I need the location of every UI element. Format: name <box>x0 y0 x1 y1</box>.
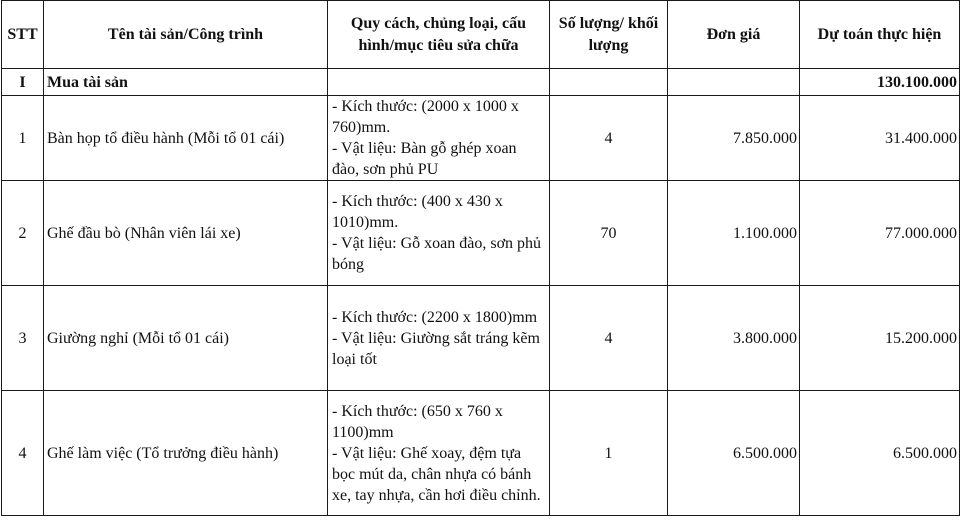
asset-budget-table <box>1 0 960 516</box>
row-spec <box>328 96 550 181</box>
header-stt: STT <box>2 1 44 69</box>
section-qty <box>550 69 668 96</box>
spec-size: - Kích thước: (2000 x 1000 x 760)mm. <box>332 98 519 136</box>
row-stt: 2 <box>2 181 44 286</box>
row-stt: 3 <box>2 286 44 391</box>
spec-size: - Kích thước: (2200 x 1800)mm <box>332 308 538 326</box>
row-price: 1.100.000 <box>668 181 800 286</box>
header-total: Dự toán thực hiện <box>800 1 960 69</box>
row-qty: 1 <box>550 391 668 516</box>
header-name: Tên tài sản/Công trình <box>44 1 328 69</box>
row-price: 7.850.000 <box>668 96 800 181</box>
row-total: 31.400.000 <box>800 96 960 181</box>
row-total: 6.500.000 <box>800 391 960 516</box>
spec-material: - Vật liệu: Gỗ xoan đào, sơn phủ bóng <box>332 235 542 273</box>
row-name: Ghế làm việc (Tổ trưởng điều hành) <box>44 391 328 516</box>
section-total: 130.100.000 <box>800 69 960 96</box>
section-name: Mua tài sản <box>44 69 328 96</box>
table-row <box>2 96 960 181</box>
section-row <box>2 69 960 96</box>
spec-material: - Vật liệu: Ghế xoay, đệm tựa bọc mút da, chân nhựa có bánh xe, tay nhựa, cần hơi điều chỉnh. <box>332 444 541 504</box>
spec-material: - Vật liệu: Giường sắt tráng kẽm loại tốt <box>332 329 540 368</box>
table-row <box>2 181 960 286</box>
spec-size: - Kích thước: (650 x 760 x 1100)mm <box>332 402 503 441</box>
row-spec <box>328 181 550 286</box>
section-spec <box>328 69 550 96</box>
row-spec <box>328 286 550 391</box>
row-price: 6.500.000 <box>668 391 800 516</box>
header-qty: Số lượng/ khối lượng <box>550 1 668 69</box>
row-total: 77.000.000 <box>800 181 960 286</box>
header-spec: Quy cách, chủng loại, cấu hình/mục tiêu sửa chữa <box>328 1 550 69</box>
row-stt: 1 <box>2 96 44 181</box>
row-name: Bàn họp tổ điều hành (Mỗi tổ 01 cái) <box>44 96 328 181</box>
row-name: Ghế đầu bò (Nhân viên lái xe) <box>44 181 328 286</box>
row-qty: 70 <box>550 181 668 286</box>
section-stt: I <box>2 69 44 96</box>
row-qty: 4 <box>550 96 668 181</box>
spec-material: - Vật liệu: Bàn gỗ ghép xoan đào, sơn phủ PU <box>332 140 517 178</box>
header-row <box>2 1 960 69</box>
row-total: 15.200.000 <box>800 286 960 391</box>
row-price: 3.800.000 <box>668 286 800 391</box>
row-qty: 4 <box>550 286 668 391</box>
table-row <box>2 286 960 391</box>
row-stt: 4 <box>2 391 44 516</box>
table-row <box>2 391 960 516</box>
row-name: Giường nghỉ (Mỗi tổ 01 cái) <box>44 286 328 391</box>
section-price <box>668 69 800 96</box>
header-price: Đơn giá <box>668 1 800 69</box>
row-spec <box>328 391 550 516</box>
spec-size: - Kích thước: (400 x 430 x 1010)mm. <box>332 193 503 231</box>
